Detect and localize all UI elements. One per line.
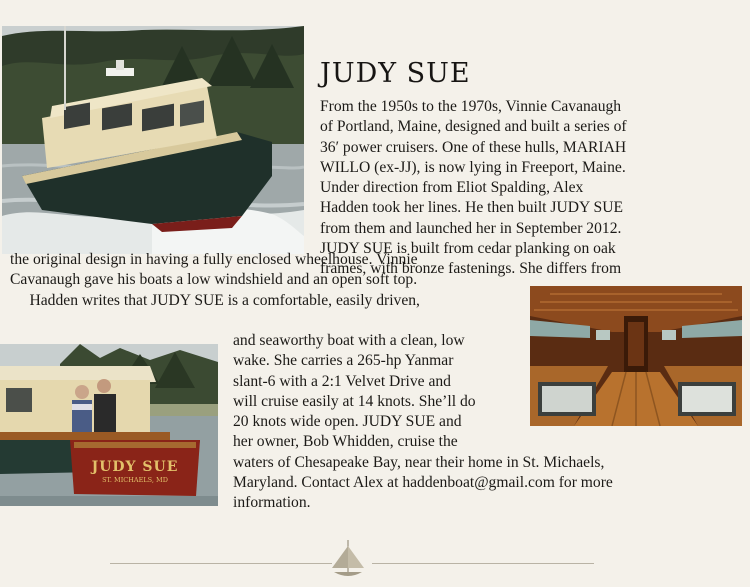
text-line: Under direction from Eliot Spalding, Alex [320,179,584,197]
article-paragraph-wheelhouse [10,250,420,311]
text-line: will cruise easily at 14 knots. She’ll do [233,392,476,410]
text-line: from them and launched her in September 2012. [320,219,622,237]
text-line: Cavanaugh gave his boats a low windshield and an open soft top. [10,271,418,289]
transom-hailing-port: ST. MICHAELS, MD [102,476,168,484]
photo-boat-stern [0,344,218,506]
text-line: Maryland. Contact Alex at haddenboat@gmail.com for more [233,474,613,492]
text-line: JUDY SUE is built from cedar planking on oak [320,240,616,258]
text-line: of Portland, Maine, designed and built a series of [320,118,627,136]
text-line: wake. She carries a 265-hp Yanmar [233,352,454,370]
text-line: her owner, Bob Whidden, cruise the [233,433,458,451]
text-line: From the 1950s to the 1970s, Vinnie Cavanaugh [320,98,622,115]
article-paragraph-performance [233,331,613,514]
transom-boat-name: JUDY SUE [91,459,179,475]
text-line: 20 knots wide open. JUDY SUE and [233,413,462,431]
text-line: WILLO (ex-JJ), is now lying in Freeport, Maine. [320,158,626,176]
article-title: JUDY SUE [320,58,471,89]
photo-boat-underway [2,26,304,254]
text-line: waters of Chesapeake Bay, near their home in St. Michaels, [233,453,605,471]
text-line: Hadden writes that JUDY SUE is a comfortable, easily driven, [10,291,420,309]
text-line: and seaworthy boat with a clean, low [233,332,465,349]
text-line: the original design in having a fully enclosed wheelhouse. Vinnie [10,251,418,268]
text-line: frames, with bronze fastenings. She differs from [320,260,622,278]
section-divider-left [110,563,332,564]
sail-ornament-icon [326,538,370,582]
text-line: information. [233,494,311,512]
text-line: Hadden took her lines. He then built JUDY SUE [320,199,624,217]
section-divider-right [372,563,594,564]
text-line: slant-6 with a 2:1 Velvet Drive and [233,372,451,390]
text-line: 36′ power cruisers. One of these hulls, MARIAH [320,138,627,156]
